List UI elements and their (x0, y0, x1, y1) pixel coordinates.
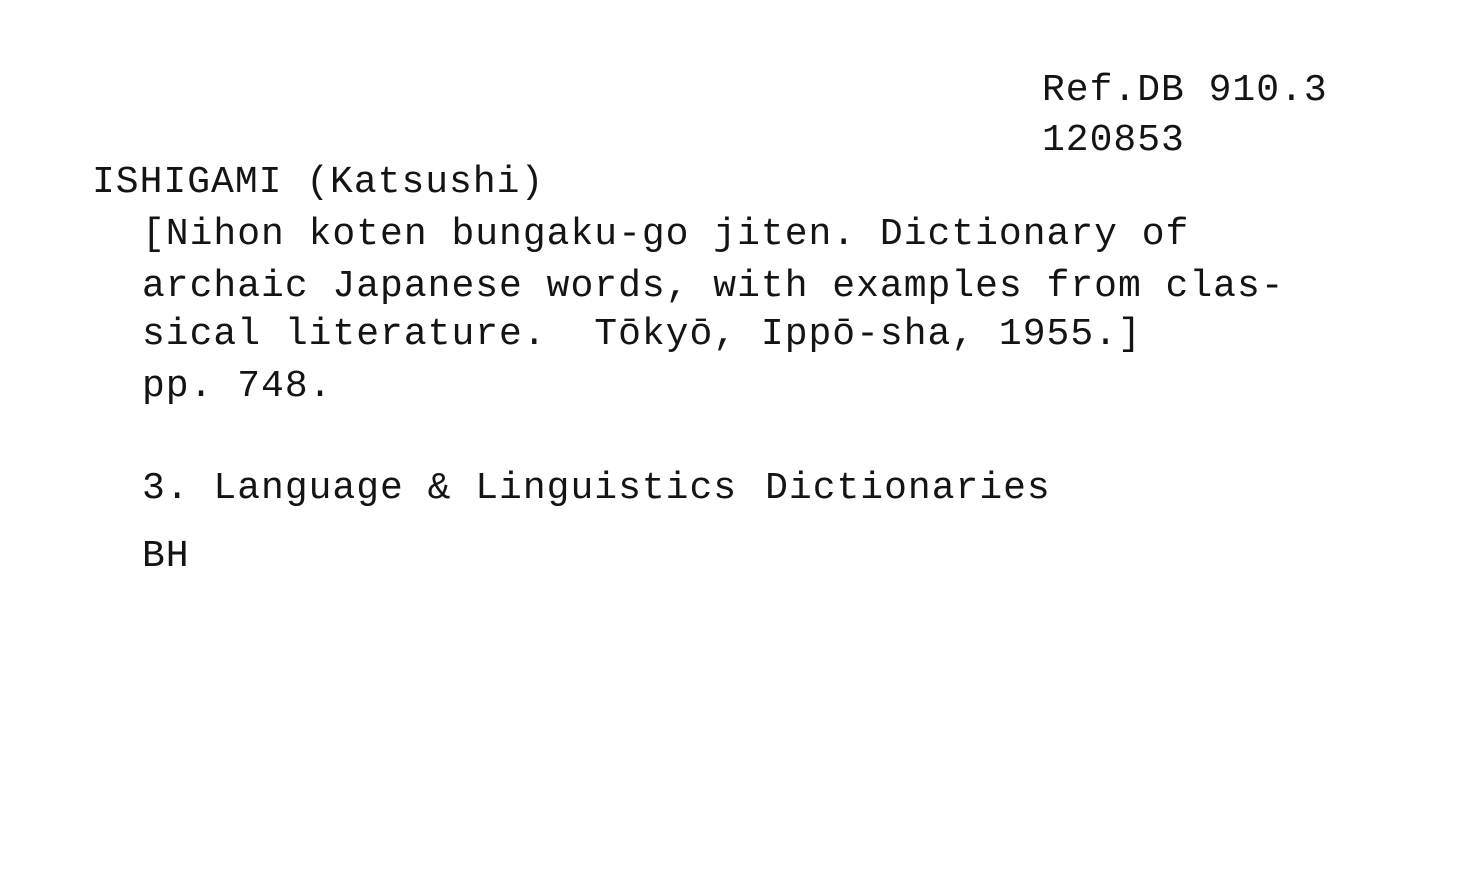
description-line: [Nihon koten bungaku-go jiten. Dictionary of (142, 213, 1190, 256)
subject-heading: 3. Language & Linguistics (142, 467, 738, 510)
subject-headings (142, 464, 1051, 514)
description-line: sical literature. Tōkyō, Ippō-sha, 1955.] (142, 313, 1142, 356)
cataloguer-initials: BH (142, 535, 190, 578)
pagination: pp. 748. (142, 365, 333, 408)
description-line: archaic Japanese words, with examples from clas- (142, 265, 1285, 308)
author-heading: ISHIGAMI (Katsushi) (92, 161, 545, 204)
call-number: Ref.DB 910.3 (1042, 69, 1328, 112)
accession-number: 120853 (1042, 119, 1185, 162)
subject-heading: Dictionaries (765, 467, 1051, 510)
